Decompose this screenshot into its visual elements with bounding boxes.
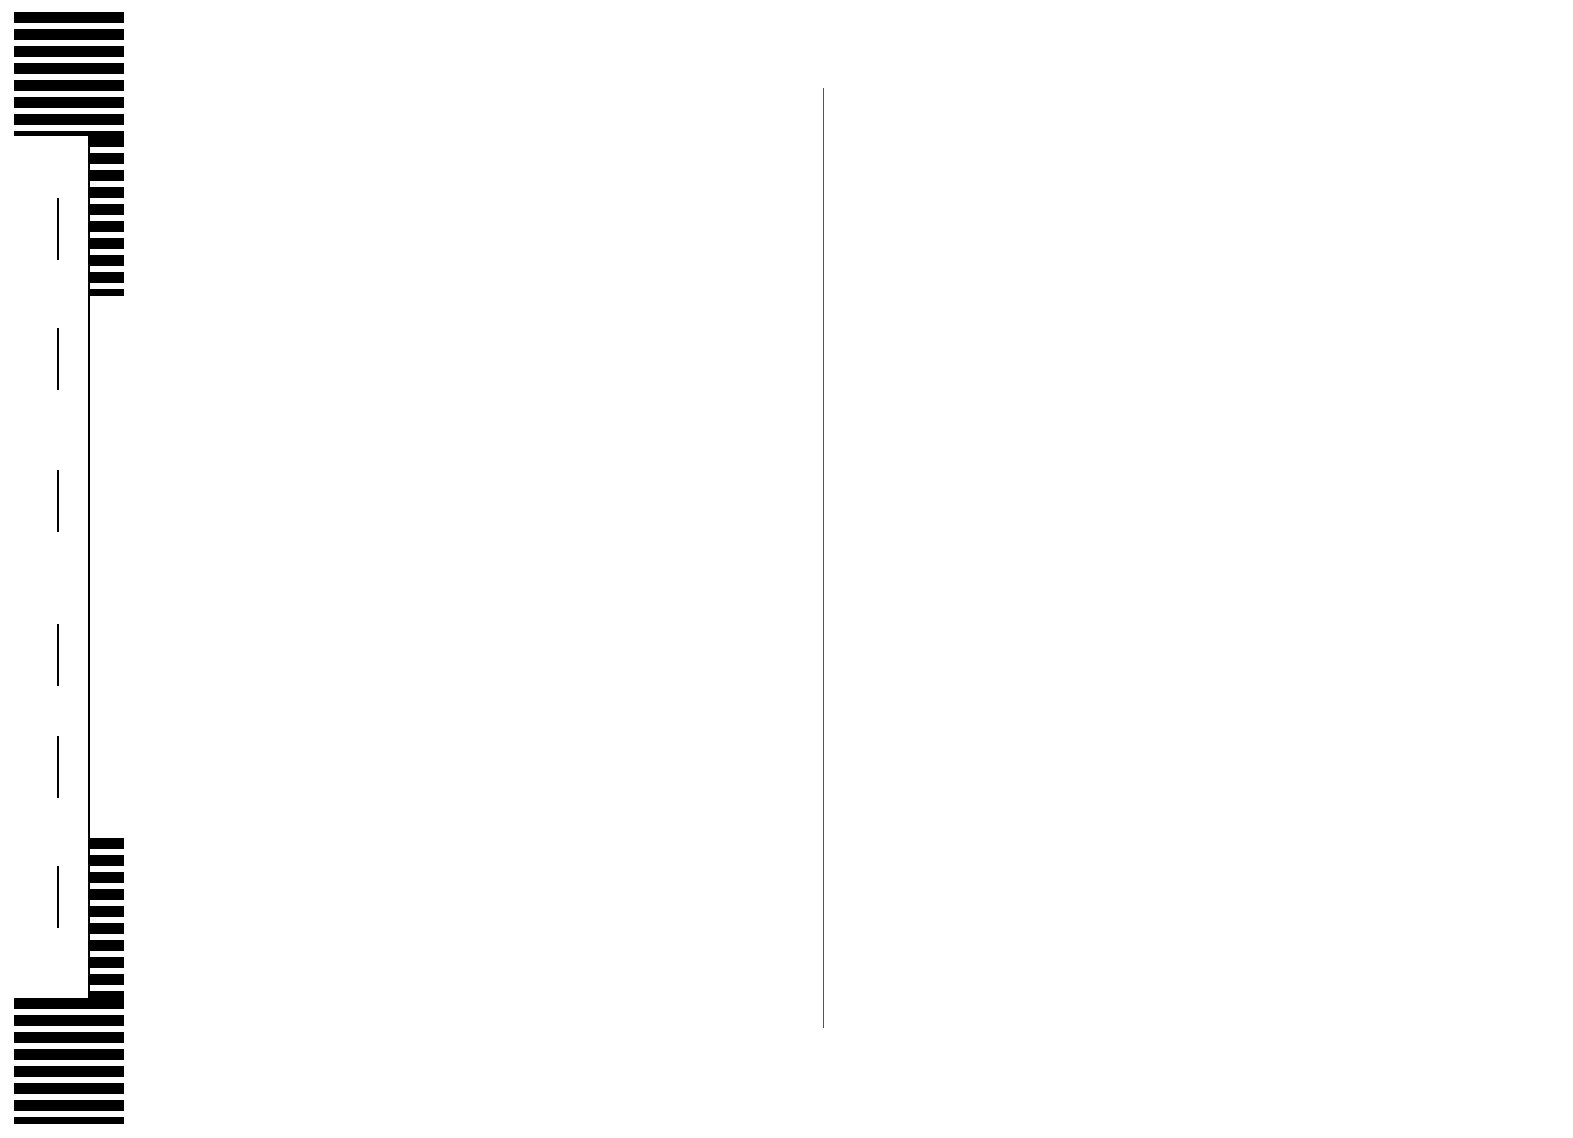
name-field[interactable] xyxy=(44,624,72,690)
room-number-field[interactable] xyxy=(44,328,72,394)
candidate-number-field[interactable] xyxy=(44,470,72,536)
seat-number-field[interactable] xyxy=(44,198,72,264)
binding-stripes-top xyxy=(14,12,124,136)
page-divider xyxy=(823,88,824,1028)
binding-line xyxy=(88,136,90,998)
class-field[interactable] xyxy=(44,736,72,802)
school-field[interactable] xyxy=(44,866,72,932)
binding-stripes-lower xyxy=(90,838,124,998)
binding-stripes-bottom xyxy=(14,998,124,1124)
binding-stripes-upper xyxy=(90,136,124,296)
